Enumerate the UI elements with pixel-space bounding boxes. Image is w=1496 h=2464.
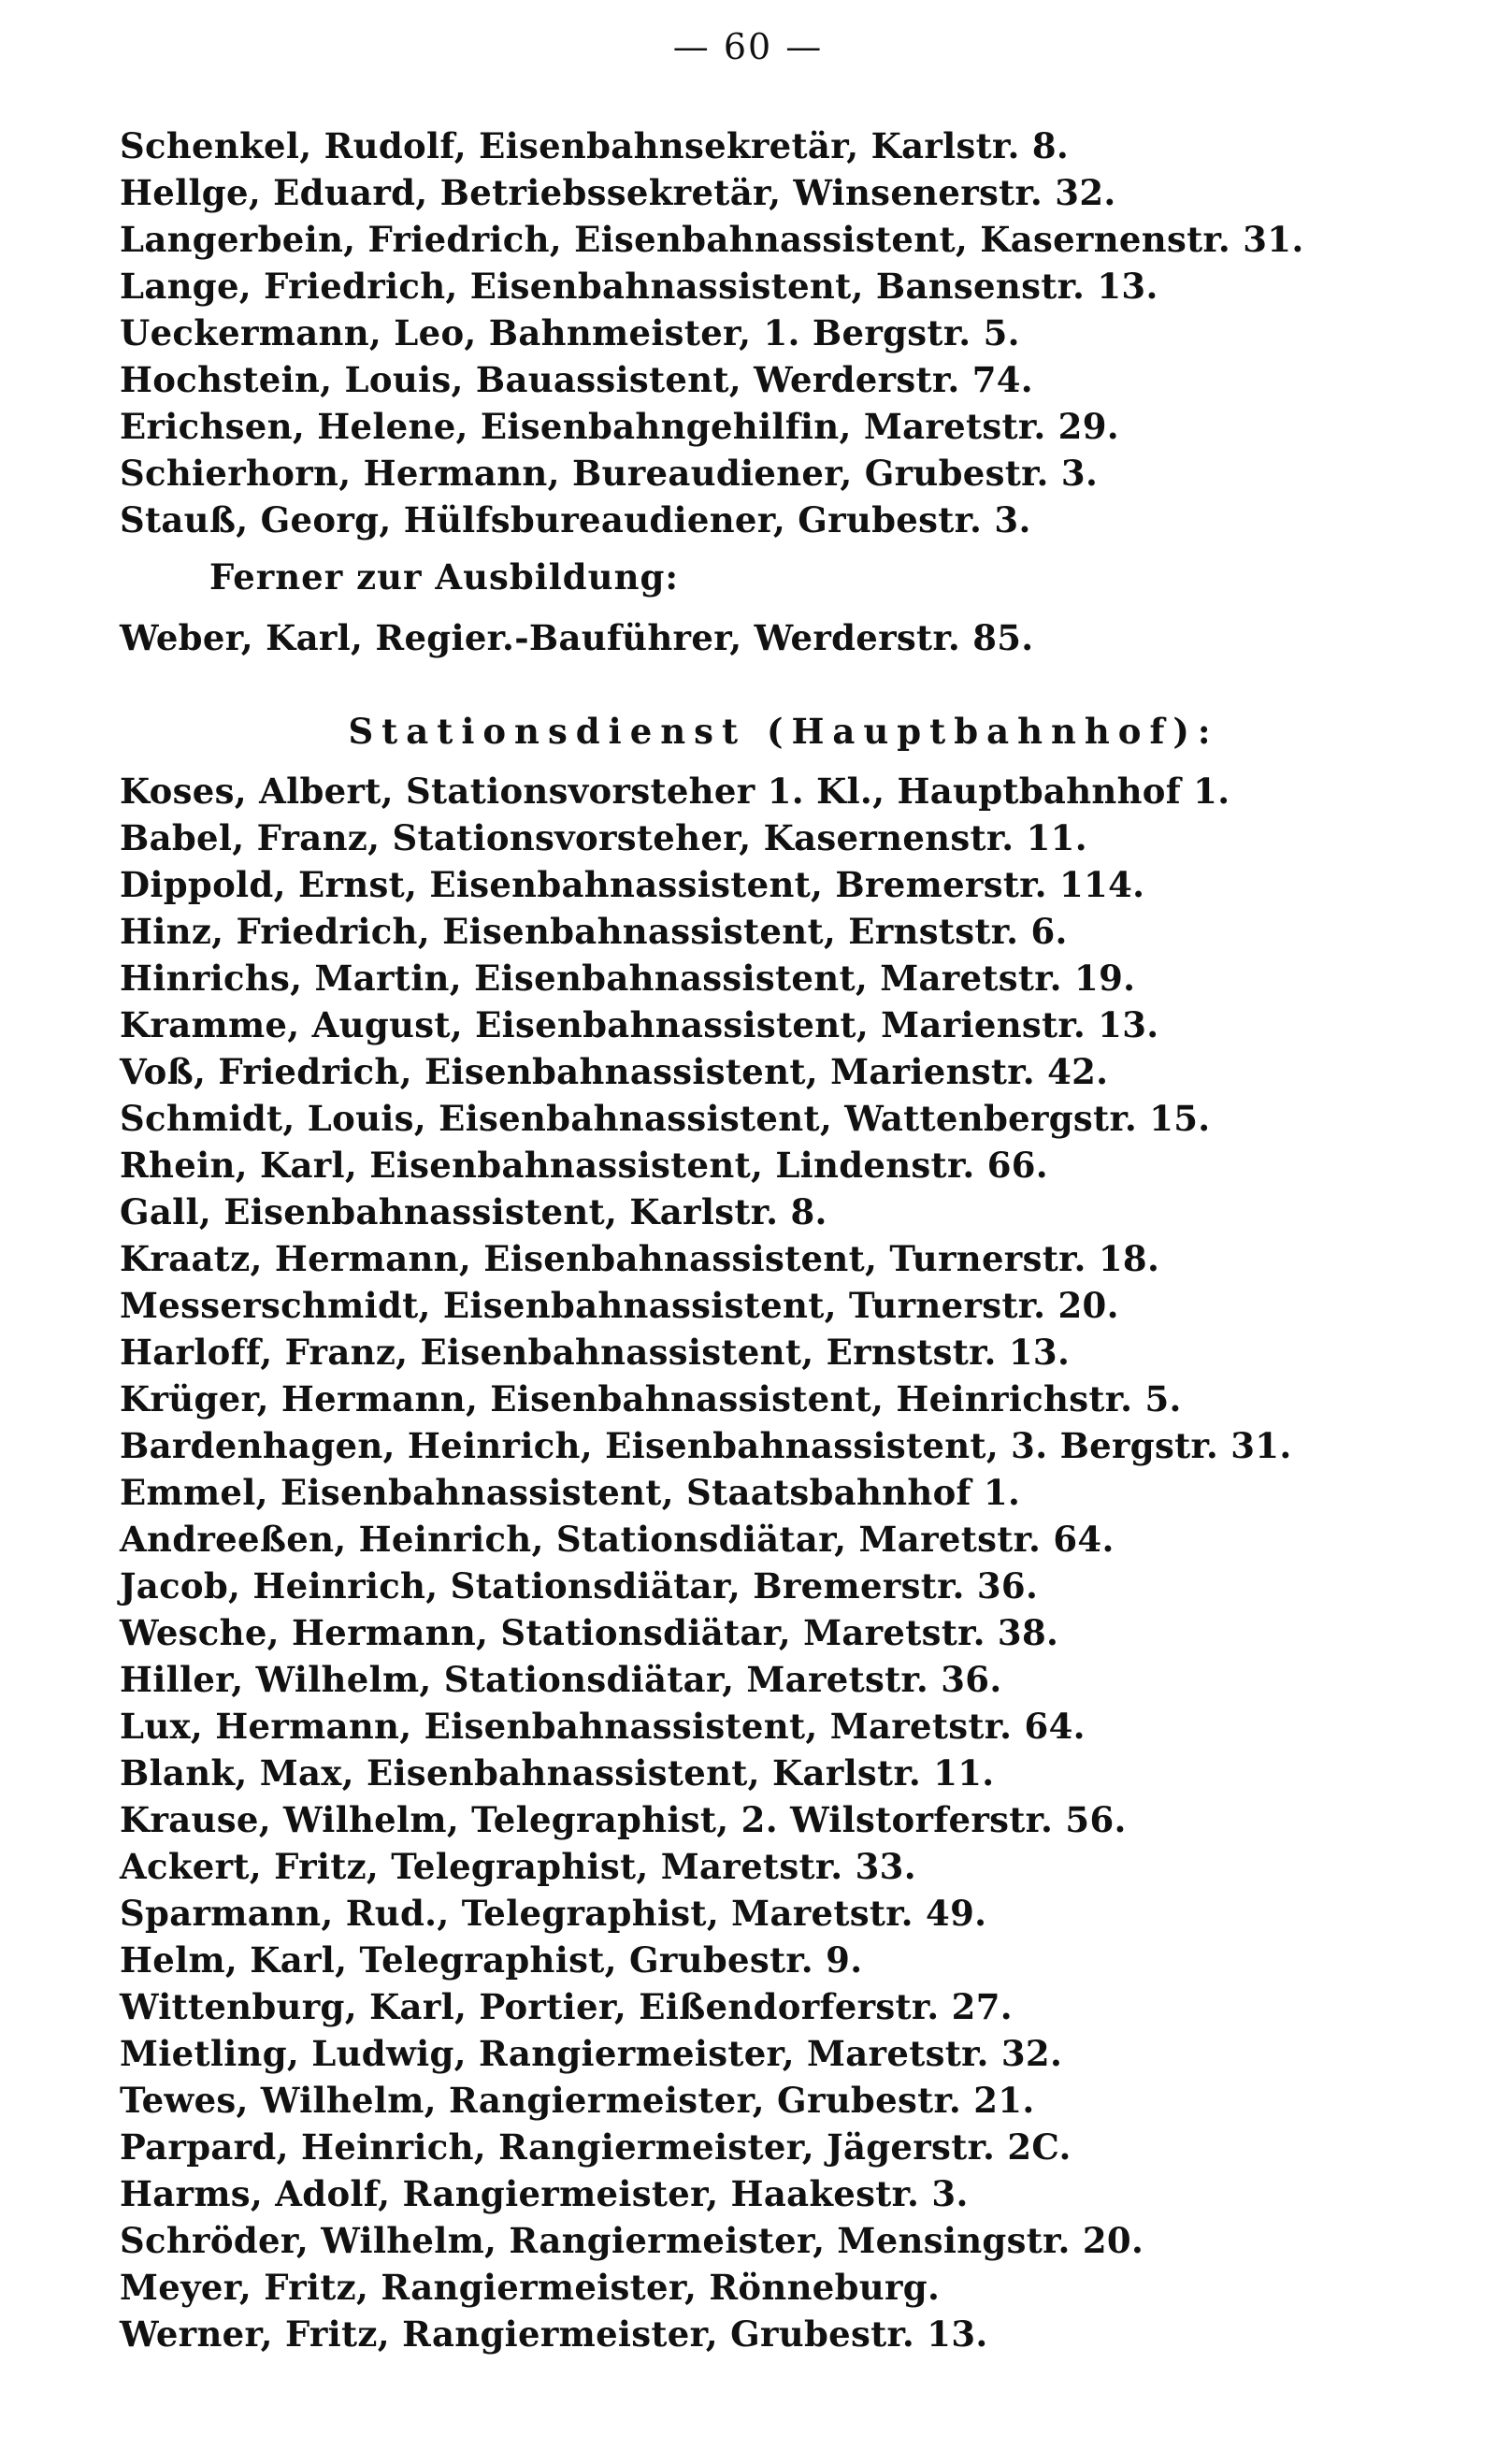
- list-item: Wesche, Hermann, Stationsdiätar, Maretstr. 38.: [120, 1612, 1059, 1653]
- list-item: Jacob, Heinrich, Stationsdiätar, Bremerstr. 36.: [120, 1565, 1039, 1607]
- list-item: Krause, Wilhelm, Telegraphist, 2. Wilstorferstr. 56.: [120, 1799, 1127, 1840]
- training-heading: Ferner zur Ausbildung:: [209, 556, 680, 598]
- list-item: Parpard, Heinrich, Rangiermeister, Jägerstr. 2C.: [120, 2126, 1072, 2168]
- list-item: Tewes, Wilhelm, Rangiermeister, Grubestr. 21.: [120, 2080, 1035, 2121]
- list-item: Meyer, Fritz, Rangiermeister, Rönneburg.: [120, 2267, 941, 2308]
- list-item: Blank, Max, Eisenbahnassistent, Karlstr. 11.: [120, 1752, 995, 1794]
- list-item: Helm, Karl, Telegraphist, Grubestr. 9.: [120, 1939, 863, 1981]
- list-item: Hiller, Wilhelm, Stationsdiätar, Maretstr. 36.: [120, 1659, 1002, 1700]
- section-heading: Stationsdienst (Hauptbahnhof):: [348, 711, 1219, 752]
- list-item: Hellge, Eduard, Betriebssekretär, Winsenerstr. 32.: [120, 172, 1116, 213]
- list-item: Voß, Friedrich, Eisenbahnassistent, Marienstr. 42.: [120, 1051, 1109, 1092]
- list-item: Harms, Adolf, Rangiermeister, Haakestr. 3.: [120, 2173, 969, 2214]
- list-item: Mietling, Ludwig, Rangiermeister, Maretstr. 32.: [120, 2033, 1063, 2074]
- list-item: Ackert, Fritz, Telegraphist, Maretstr. 33.: [120, 1846, 916, 1887]
- list-item: Werner, Fritz, Rangiermeister, Grubestr. 13.: [120, 2313, 988, 2355]
- list-item: Wittenburg, Karl, Portier, Eißendorferstr. 27.: [120, 1986, 1013, 2027]
- list-item: Schmidt, Louis, Eisenbahnassistent, Wattenbergstr. 15.: [120, 1098, 1211, 1139]
- list-item: Emmel, Eisenbahnassistent, Staatsbahnhof 1.: [120, 1472, 1021, 1513]
- list-item: Gall, Eisenbahnassistent, Karlstr. 8.: [120, 1191, 827, 1232]
- list-item: Hochstein, Louis, Bauassistent, Werderstr. 74.: [120, 359, 1033, 400]
- list-item: Andreeßen, Heinrich, Stationsdiätar, Maretstr. 64.: [120, 1519, 1115, 1560]
- list-item: Hinz, Friedrich, Eisenbahnassistent, Ernststr. 6.: [120, 911, 1068, 952]
- list-item: Krüger, Hermann, Eisenbahnassistent, Heinrichstr. 5.: [120, 1378, 1182, 1419]
- list-item: Dippold, Ernst, Eisenbahnassistent, Bremerstr. 114.: [120, 864, 1145, 905]
- list-item: Kramme, August, Eisenbahnassistent, Marienstr. 13.: [120, 1004, 1159, 1045]
- list-item: Sparmann, Rud., Telegraphist, Maretstr. 49.: [120, 1893, 987, 1934]
- list-item: Lux, Hermann, Eisenbahnassistent, Maretstr. 64.: [120, 1706, 1086, 1747]
- list-item: Babel, Franz, Stationsvorsteher, Kasernenstr. 11.: [120, 817, 1087, 858]
- list-item: Rhein, Karl, Eisenbahnassistent, Lindenstr. 66.: [120, 1145, 1048, 1186]
- list-item: Harloff, Franz, Eisenbahnassistent, Ernststr. 13.: [120, 1332, 1071, 1373]
- list-item: Bardenhagen, Heinrich, Eisenbahnassistent, 3. Bergstr. 31.: [120, 1425, 1292, 1466]
- list-item: Ueckermann, Leo, Bahnmeister, 1. Bergstr. 5.: [120, 312, 1020, 353]
- list-item: Stauß, Georg, Hülfsbureaudiener, Grubestr. 3.: [120, 499, 1031, 540]
- list-item: Kraatz, Hermann, Eisenbahnassistent, Turnerstr. 18.: [120, 1238, 1160, 1279]
- list-item: Schenkel, Rudolf, Eisenbahnsekretär, Karlstr. 8.: [120, 125, 1070, 166]
- list-item: Schierhorn, Hermann, Bureaudiener, Grubestr. 3.: [120, 453, 1099, 494]
- list-item: Erichsen, Helene, Eisenbahngehilfin, Maretstr. 29.: [120, 406, 1119, 447]
- list-item: Lange, Friedrich, Eisenbahnassistent, Bansenstr. 13.: [120, 266, 1158, 307]
- list-item: Langerbein, Friedrich, Eisenbahnassistent, Kasernenstr. 31.: [120, 219, 1304, 260]
- list-item: Koses, Albert, Stationsvorsteher 1. Kl., Hauptbahnhof 1.: [120, 771, 1230, 812]
- page-number: — 60 —: [672, 26, 824, 67]
- list-item: Hinrichs, Martin, Eisenbahnassistent, Maretstr. 19.: [120, 958, 1136, 999]
- list-item: Schröder, Wilhelm, Rangiermeister, Mensingstr. 20.: [120, 2220, 1144, 2261]
- list-item: Weber, Karl, Regier.-Bauführer, Werderstr. 85.: [120, 617, 1034, 658]
- list-item: Messerschmidt, Eisenbahnassistent, Turnerstr. 20.: [120, 1285, 1119, 1326]
